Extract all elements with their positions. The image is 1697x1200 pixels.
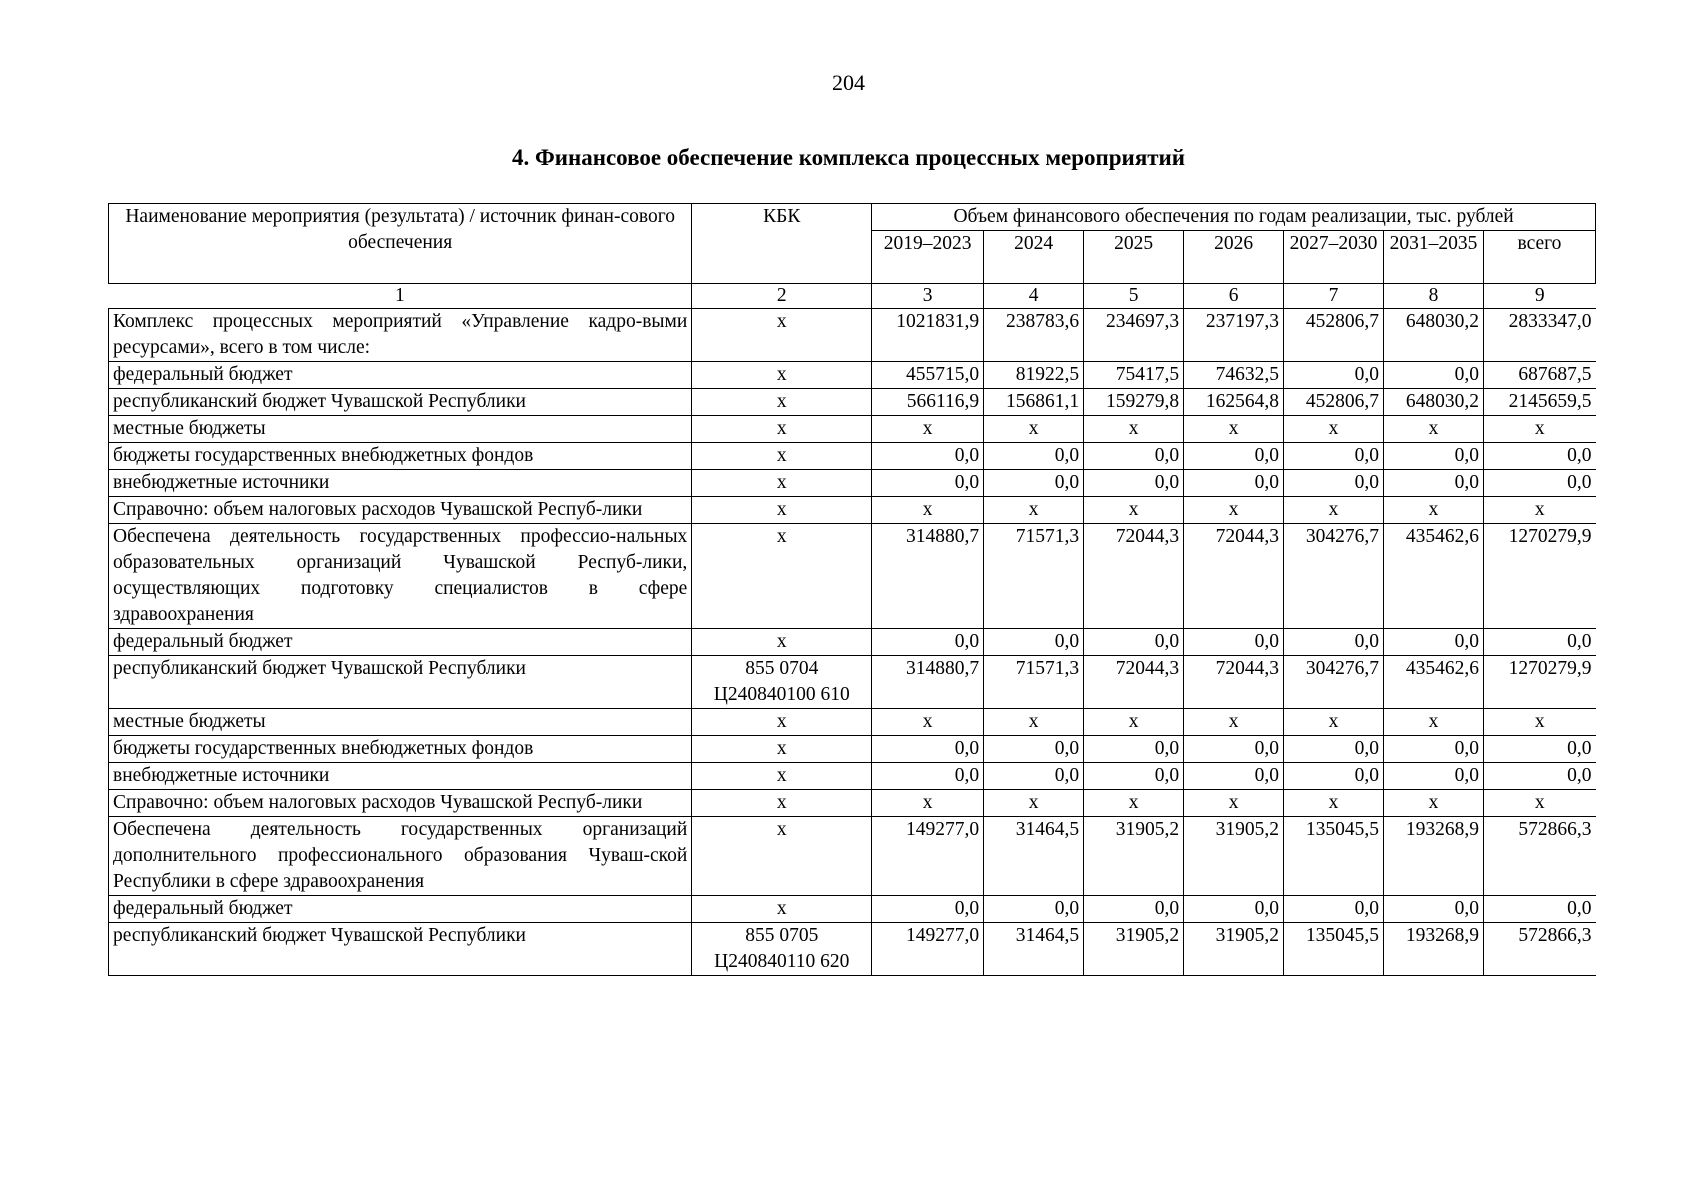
row-value: 0,0 [872, 763, 984, 790]
row-value: x [1284, 497, 1384, 524]
row-value: 0,0 [1184, 896, 1284, 923]
row-name: республиканский бюджет Чувашской Республики [109, 656, 692, 709]
row-name: республиканский бюджет Чувашской Республики [109, 389, 692, 416]
row-kbk: x [692, 629, 872, 656]
row-value: x [1084, 416, 1184, 443]
row-value: 572866,3 [1483, 923, 1595, 976]
document-title: 4. Финансовое обеспечение комплекса процессных мероприятий [511, 145, 1186, 170]
row-value: x [1483, 416, 1595, 443]
table-row [109, 362, 1596, 389]
row-value: 455715,0 [872, 362, 984, 389]
table-row [109, 309, 1596, 362]
row-value: 1270279,9 [1483, 524, 1595, 629]
row-value: 566116,9 [872, 389, 984, 416]
row-kbk: x [692, 309, 872, 362]
row-value: 0,0 [1483, 763, 1595, 790]
row-name: местные бюджеты [109, 709, 692, 736]
row-value: x [1184, 497, 1284, 524]
table-header [109, 204, 1596, 309]
row-value: 1021831,9 [872, 309, 984, 362]
row-name: Обеспечена деятельность государственных организаций дополнительного профессионального образования Чуваш-ской Республики в сфере здравоохранения [109, 817, 692, 896]
table-row [109, 790, 1596, 817]
row-value: 0,0 [872, 470, 984, 497]
row-value: 0,0 [984, 470, 1084, 497]
row-value: 0,0 [872, 629, 984, 656]
row-value: 0,0 [1384, 896, 1484, 923]
column-number: 7 [1284, 284, 1384, 309]
header-kbk: КБК [692, 204, 872, 284]
row-value: 0,0 [1184, 736, 1284, 763]
table-row [109, 709, 1596, 736]
row-value: 31905,2 [1184, 817, 1284, 896]
row-kbk: x [692, 790, 872, 817]
header-year: 2026 [1184, 231, 1284, 284]
row-value: x [1384, 790, 1484, 817]
row-value: 314880,7 [872, 656, 984, 709]
row-value: 135045,5 [1284, 923, 1384, 976]
row-kbk: x [692, 470, 872, 497]
row-value: x [1184, 790, 1284, 817]
table-row [109, 817, 1596, 896]
row-value: 0,0 [1384, 736, 1484, 763]
table-row [109, 416, 1596, 443]
row-value: 31905,2 [1184, 923, 1284, 976]
table-row [109, 524, 1596, 629]
row-value: x [1284, 709, 1384, 736]
row-value: 193268,9 [1384, 923, 1484, 976]
row-kbk: x [692, 817, 872, 896]
row-value: 0,0 [1483, 443, 1595, 470]
row-value: 234697,3 [1084, 309, 1184, 362]
row-value: x [1084, 709, 1184, 736]
row-value: 135045,5 [1284, 817, 1384, 896]
row-value: 648030,2 [1384, 389, 1484, 416]
row-value: 648030,2 [1384, 309, 1484, 362]
row-value: x [872, 416, 984, 443]
column-number: 9 [1483, 284, 1595, 309]
row-value: x [872, 790, 984, 817]
row-kbk: x [692, 416, 872, 443]
row-value: x [1384, 497, 1484, 524]
row-kbk: x [692, 362, 872, 389]
table-row [109, 470, 1596, 497]
table-row [109, 629, 1596, 656]
row-value: 238783,6 [984, 309, 1084, 362]
row-value: 0,0 [1284, 470, 1384, 497]
row-value: 0,0 [1184, 470, 1284, 497]
row-value: 0,0 [1384, 443, 1484, 470]
row-value: 31905,2 [1084, 817, 1184, 896]
column-number: 5 [1084, 284, 1184, 309]
row-value: 31905,2 [1084, 923, 1184, 976]
column-number: 1 [109, 284, 692, 309]
row-value: 0,0 [1084, 629, 1184, 656]
row-value: 0,0 [1084, 470, 1184, 497]
page-number: 204 [832, 70, 865, 95]
row-value: 0,0 [1184, 443, 1284, 470]
row-value: 1270279,9 [1483, 656, 1595, 709]
row-value: 31464,5 [984, 817, 1084, 896]
row-value: 72044,3 [1084, 524, 1184, 629]
row-value: 81922,5 [984, 362, 1084, 389]
row-kbk: x [692, 524, 872, 629]
row-value: 74632,5 [1184, 362, 1284, 389]
financing-table [108, 203, 1596, 976]
row-value: 0,0 [1384, 362, 1484, 389]
row-value: x [1384, 709, 1484, 736]
row-value: x [984, 790, 1084, 817]
header-name: Наименование мероприятия (результата) / источник финан-сового обеспечения [109, 204, 692, 284]
table-row [109, 763, 1596, 790]
row-name: бюджеты государственных внебюджетных фондов [109, 443, 692, 470]
row-value: 149277,0 [872, 817, 984, 896]
row-value: 0,0 [1284, 443, 1384, 470]
table-row [109, 443, 1596, 470]
row-value: 0,0 [1284, 736, 1384, 763]
row-value: 75417,5 [1084, 362, 1184, 389]
column-number: 2 [692, 284, 872, 309]
row-value: 0,0 [872, 736, 984, 763]
row-value: 159279,8 [1084, 389, 1184, 416]
header-year: 2027–2030 [1284, 231, 1384, 284]
row-value: x [984, 497, 1084, 524]
row-kbk: x [692, 896, 872, 923]
header-year: всего [1483, 231, 1595, 284]
row-value: 162564,8 [1184, 389, 1284, 416]
row-name: местные бюджеты [109, 416, 692, 443]
column-number: 6 [1184, 284, 1284, 309]
column-number: 8 [1384, 284, 1484, 309]
row-value: x [1084, 790, 1184, 817]
header-volume: Объем финансового обеспечения по годам реализации, тыс. рублей [872, 204, 1596, 231]
row-name: внебюджетные источники [109, 470, 692, 497]
row-value: 0,0 [1384, 629, 1484, 656]
row-value: 452806,7 [1284, 309, 1384, 362]
row-value: 0,0 [984, 896, 1084, 923]
table-row [109, 923, 1596, 976]
row-value: 237197,3 [1184, 309, 1284, 362]
row-value: 687687,5 [1483, 362, 1595, 389]
table-row [109, 896, 1596, 923]
row-kbk: x [692, 443, 872, 470]
row-value: 0,0 [1483, 470, 1595, 497]
row-name: федеральный бюджет [109, 362, 692, 389]
table-row [109, 656, 1596, 709]
header-year: 2031–2035 [1384, 231, 1484, 284]
row-value: 0,0 [1384, 763, 1484, 790]
row-value: 304276,7 [1284, 656, 1384, 709]
row-value: 0,0 [1084, 896, 1184, 923]
row-value: 149277,0 [872, 923, 984, 976]
row-kbk: 855 0704 Ц240840100 610 [692, 656, 872, 709]
row-value: 71571,3 [984, 524, 1084, 629]
row-value: x [1284, 790, 1384, 817]
row-value: x [1184, 416, 1284, 443]
row-value: x [1284, 416, 1384, 443]
row-name: Комплекс процессных мероприятий «Управление кадро-выми ресурсами», всего в том числе: [109, 309, 692, 362]
row-name: федеральный бюджет [109, 896, 692, 923]
row-value: x [1184, 709, 1284, 736]
row-value: x [1483, 497, 1595, 524]
row-value: x [1483, 790, 1595, 817]
row-value: 435462,6 [1384, 656, 1484, 709]
row-value: 2833347,0 [1483, 309, 1595, 362]
row-value: x [1483, 709, 1595, 736]
row-kbk: x [692, 763, 872, 790]
row-value: x [1384, 416, 1484, 443]
table-row [109, 736, 1596, 763]
row-name: бюджеты государственных внебюджетных фондов [109, 736, 692, 763]
header-year: 2025 [1084, 231, 1184, 284]
row-kbk: x [692, 389, 872, 416]
row-value: 2145659,5 [1483, 389, 1595, 416]
row-value: 314880,7 [872, 524, 984, 629]
row-kbk: x [692, 497, 872, 524]
table-body [109, 309, 1596, 976]
row-name: республиканский бюджет Чувашской Республики [109, 923, 692, 976]
column-number: 3 [872, 284, 984, 309]
row-value: 0,0 [1084, 443, 1184, 470]
row-value: 71571,3 [984, 656, 1084, 709]
row-value: x [872, 497, 984, 524]
row-value: 72044,3 [1084, 656, 1184, 709]
row-value: 72044,3 [1184, 656, 1284, 709]
row-value: 0,0 [984, 443, 1084, 470]
row-name: Обеспечена деятельность государственных профессио-нальных образовательных организаций Чувашской Респуб-лики, осуществляющих подготовку специалистов в сфере здравоохранения [109, 524, 692, 629]
row-value: 0,0 [984, 736, 1084, 763]
row-name: Справочно: объем налоговых расходов Чувашской Респуб-лики [109, 497, 692, 524]
row-kbk: x [692, 736, 872, 763]
row-value: 0,0 [1483, 736, 1595, 763]
row-value: x [984, 416, 1084, 443]
row-value: 452806,7 [1284, 389, 1384, 416]
row-kbk: 855 0705 Ц240840110 620 [692, 923, 872, 976]
row-value: 0,0 [1084, 763, 1184, 790]
row-value: 0,0 [1483, 896, 1595, 923]
row-value: 0,0 [872, 443, 984, 470]
row-name: внебюджетные источники [109, 763, 692, 790]
table-row [109, 497, 1596, 524]
row-value: 0,0 [1284, 896, 1384, 923]
row-kbk: x [692, 709, 872, 736]
row-value: x [984, 709, 1084, 736]
row-value: 0,0 [1483, 629, 1595, 656]
header-year: 2024 [984, 231, 1084, 284]
row-value: x [872, 709, 984, 736]
row-value: 0,0 [984, 629, 1084, 656]
row-value: x [1084, 497, 1184, 524]
table-row [109, 389, 1596, 416]
row-value: 193268,9 [1384, 817, 1484, 896]
row-value: 156861,1 [984, 389, 1084, 416]
row-name: федеральный бюджет [109, 629, 692, 656]
row-value: 31464,5 [984, 923, 1084, 976]
row-value: 0,0 [1084, 736, 1184, 763]
row-value: 0,0 [872, 896, 984, 923]
row-value: 0,0 [1184, 763, 1284, 790]
row-name: Справочно: объем налоговых расходов Чувашской Респуб-лики [109, 790, 692, 817]
header-year: 2019–2023 [872, 231, 984, 284]
row-value: 0,0 [1284, 362, 1384, 389]
row-value: 0,0 [1284, 629, 1384, 656]
row-value: 304276,7 [1284, 524, 1384, 629]
row-value: 0,0 [1184, 629, 1284, 656]
row-value: 572866,3 [1483, 817, 1595, 896]
row-value: 0,0 [984, 763, 1084, 790]
row-value: 435462,6 [1384, 524, 1484, 629]
column-number: 4 [984, 284, 1084, 309]
row-value: 0,0 [1284, 763, 1384, 790]
row-value: 72044,3 [1184, 524, 1284, 629]
row-value: 0,0 [1384, 470, 1484, 497]
